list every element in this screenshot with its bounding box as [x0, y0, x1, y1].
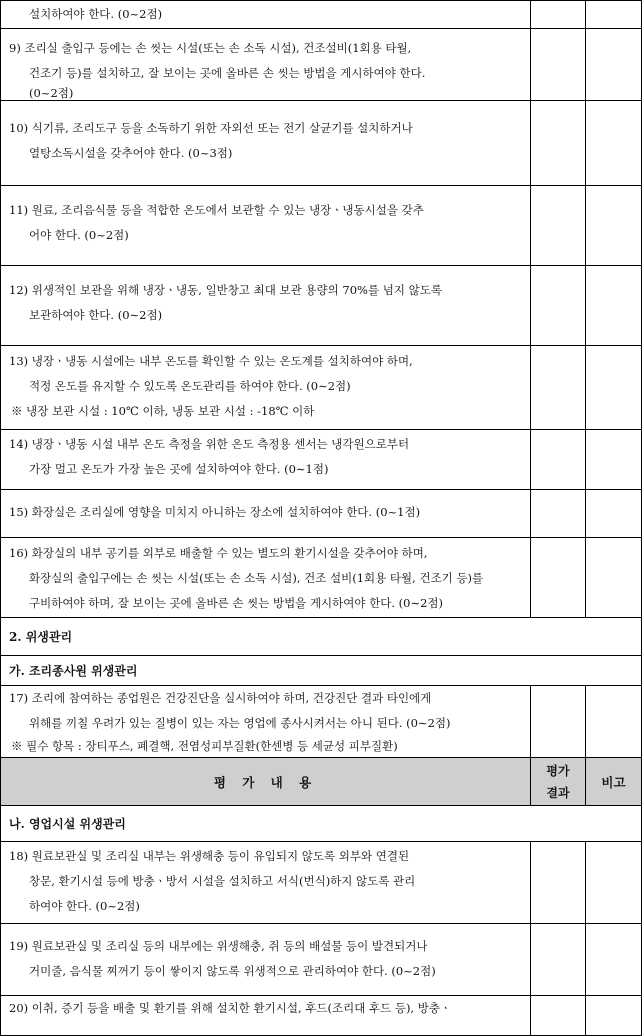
eval-cell[interactable] — [531, 29, 586, 101]
item-text: 하여야 한다. (0~2점) — [29, 899, 140, 913]
item-content — [1, 29, 531, 101]
item-text: 10) 식기류, 조리도구 등을 소독하기 위한 자외선 또는 전기 살균기를 설치하거나 — [9, 121, 413, 135]
item-content — [1, 924, 531, 996]
item-content — [1, 842, 531, 924]
table-row — [1, 842, 642, 924]
eval-cell[interactable] — [531, 101, 586, 186]
header-eval-line: 평가 — [546, 763, 570, 778]
remark-cell[interactable] — [586, 101, 642, 186]
item-text: 위해를 끼칠 우려가 있는 질병이 있는 자는 영업에 종사시켜서는 아니 된다. (0∼2점) — [29, 716, 451, 730]
eval-cell[interactable] — [531, 538, 586, 618]
item-text: 거미줄, 음식물 찌꺼기 등이 쌓이지 않도록 위생적으로 관리하여야 한다. (0~2점) — [29, 964, 436, 978]
item-text: 15) 화장실은 조리실에 영향을 미치지 아니하는 장소에 설치하여야 한다. (0~1점) — [9, 505, 421, 519]
item-text: 적정 온도를 유지할 수 있도록 온도관리를 하여야 한다. (0∼2점) — [29, 379, 351, 393]
remark-cell[interactable] — [586, 996, 642, 1036]
remark-cell[interactable] — [586, 1, 642, 29]
remark-cell[interactable] — [586, 29, 642, 101]
remark-cell[interactable] — [586, 538, 642, 618]
section-title-hygiene: 2. 위생관리 — [1, 618, 642, 656]
table-row — [1, 490, 642, 538]
item-text: 14) 냉장ㆍ냉동 시설 내부 온도 측정을 위한 온도 측정용 센서는 냉각원으로부터 — [9, 437, 410, 451]
eval-cell[interactable] — [531, 686, 586, 758]
section-row — [1, 618, 642, 656]
remark-cell[interactable] — [586, 266, 642, 346]
table-row — [1, 996, 642, 1036]
item-content — [1, 430, 531, 490]
eval-cell[interactable] — [531, 924, 586, 996]
table-row — [1, 430, 642, 490]
table-row — [1, 186, 642, 266]
table-row — [1, 686, 642, 758]
remark-cell[interactable] — [586, 186, 642, 266]
eval-cell[interactable] — [531, 842, 586, 924]
remark-cell[interactable] — [586, 430, 642, 490]
remark-cell[interactable] — [586, 924, 642, 996]
item-text: 16) 화장실의 내부 공기를 외부로 배출할 수 있는 별도의 환기시설을 갖추어야 하며, — [9, 546, 428, 560]
table-header — [1, 758, 642, 806]
item-text: 설치하여야 한다. (0~2점) — [29, 7, 163, 21]
eval-cell[interactable] — [531, 430, 586, 490]
item-text: 20) 이취, 증기 등을 배출 및 환기를 위해 설치한 환기시설, 후드(조리대 후드 등), 방충ㆍ — [9, 1001, 452, 1015]
eval-cell[interactable] — [531, 1, 586, 29]
item-content — [1, 346, 531, 430]
remark-cell[interactable] — [586, 842, 642, 924]
section-row — [1, 656, 642, 686]
item-content — [1, 490, 531, 538]
item-text: 보관하여야 한다. (0∼2점) — [29, 308, 163, 322]
item-text: 가장 멀고 온도가 가장 높은 곳에 설치하여야 한다. (0∼1점) — [29, 462, 329, 476]
header-eval — [531, 758, 586, 806]
table-row — [1, 266, 642, 346]
item-content — [1, 538, 531, 618]
item-content — [1, 101, 531, 186]
item-text: 18) 원료보관실 및 조리실 내부는 위생해충 등이 유입되지 않도록 외부와 연결된 — [9, 849, 410, 863]
header-remark: 비고 — [586, 758, 642, 806]
section-row — [1, 806, 642, 842]
item-content — [1, 1, 531, 29]
item-text: 9) 조리실 출입구 등에는 손 씻는 시설(또는 손 소독 시설), 건조설비(1회용 타월, — [9, 41, 412, 55]
item-text: 17) 조리에 참여하는 종업원은 건강진단을 실시하여야 하며, 건강진단 결과 타인에게 — [9, 691, 432, 705]
eval-cell[interactable] — [531, 996, 586, 1036]
eval-cell[interactable] — [531, 490, 586, 538]
item-content — [1, 266, 531, 346]
table-row — [1, 924, 642, 996]
eval-cell[interactable] — [531, 266, 586, 346]
item-text: 11) 원료, 조리음식물 등을 적합한 온도에서 보관할 수 있는 냉장ㆍ냉동시설을 갖추 — [9, 203, 424, 217]
remark-cell[interactable] — [586, 490, 642, 538]
item-text: 건조기 등)를 설치하고, 잘 보이는 곳에 올바른 손 씻는 방법을 게시하여야 한다. — [29, 66, 426, 80]
item-content — [1, 996, 531, 1036]
item-text: 창문, 환기시설 등에 방충ㆍ방서 시설을 설치하고 서식(번식)하지 않도록 관리 — [29, 874, 416, 888]
eval-cell[interactable] — [531, 346, 586, 430]
item-text: (0~2점) — [29, 86, 74, 100]
item-text: 열탕소독시설을 갖추어야 한다. (0~3점) — [29, 146, 233, 160]
item-text: 구비하여야 하며, 잘 보이는 곳에 올바른 손 씻는 방법을 게시하여야 한다. (0∼2점) — [29, 596, 444, 610]
section-title-facility-hygiene: 나. 영업시설 위생관리 — [1, 806, 642, 842]
item-text: 12) 위생적인 보관을 위해 냉장ㆍ냉동, 일반창고 최대 보관 용량의 70%를 넘지 않도록 — [9, 283, 442, 297]
table-row — [1, 346, 642, 430]
item-note: ※ 필수 항목 : 장티푸스, 폐결핵, 전염성피부질환(한센병 등 세균성 피부질환) — [11, 739, 398, 753]
item-text: 어야 한다. (0~2점) — [29, 228, 129, 242]
header-eval-line: 결과 — [546, 785, 570, 800]
remark-cell[interactable] — [586, 346, 642, 430]
item-content — [1, 186, 531, 266]
remark-cell[interactable] — [586, 686, 642, 758]
header-content: 평 가 내 용 — [1, 758, 531, 806]
section-title-worker-hygiene: 가. 조리종사원 위생관리 — [1, 656, 642, 686]
item-text: 화장실의 출입구에는 손 씻는 시설(또는 손 소독 시설), 건조 설비(1회용 타월, 건조기 등)를 — [29, 571, 484, 585]
table-row — [1, 1, 642, 29]
table-row — [1, 101, 642, 186]
item-content — [1, 686, 531, 758]
item-note: ※ 냉장 보관 시설 : 10℃ 이하, 냉동 보관 시설 : -18℃ 이하 — [11, 404, 315, 418]
table-row — [1, 29, 642, 101]
item-text: 19) 원료보관실 및 조리실 등의 내부에는 위생해충, 쥐 등의 배설물 등이 발견되거나 — [9, 939, 428, 953]
item-text: 13) 냉장ㆍ냉동 시설에는 내부 온도를 확인할 수 있는 온도계를 설치하여야 하며, — [9, 354, 413, 368]
eval-cell[interactable] — [531, 186, 586, 266]
table-row — [1, 538, 642, 618]
